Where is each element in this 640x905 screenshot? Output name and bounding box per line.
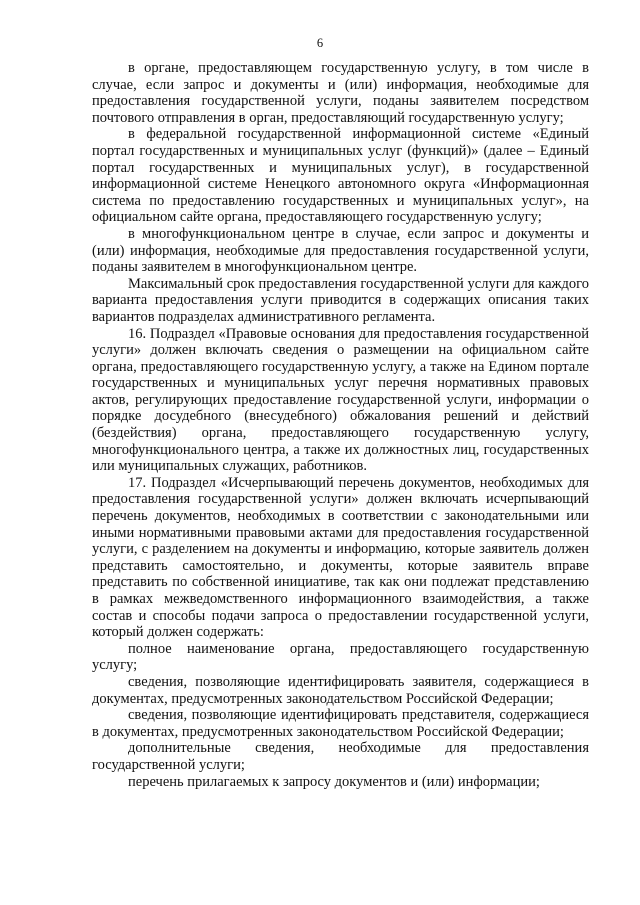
list-item-additional-information: дополнительные сведения, необходимые для предоставления государственной услуги; — [92, 740, 589, 773]
paragraph-section-17: 17. Подраздел «Исчерпывающий перечень документов, необходимых для предоставления государственной услуги» должен включать исчерпывающий перечень документов, необходимых в соответствии с законодательными или иными нормативными правовыми актами для предоставления государственной услуги, с разделением на документы и информацию, которые заявитель должен представить самостоятельно, и документы, которые заявитель вправе представить по собственной инициативе, так как они подлежат представлению в рамках межведомственного информационного взаимодействия, а также состав и способы подачи запроса о предоставлении государственной услуги, который должен содержать: — [92, 474, 589, 641]
list-item-authority-name: полное наименование органа, предоставляющего государственную услугу; — [92, 640, 589, 674]
list-item-attached-documents: перечень прилагаемых к запросу документов и (или) информации; — [128, 773, 540, 790]
page-number: 6 — [316, 36, 324, 50]
list-item-applicant-identification: сведения, позволяющие идентифицировать заявителя, содержащиеся в документах, предусмотренных законодательством Российской Федерации; — [92, 673, 589, 707]
paragraph-submission-in-authority: в органе, предоставляющем государственную услугу, в том числе в случае, если запрос и документы и (или) информация, необходимые для предоставления государственной услуги, поданы заявителем посредством почтового отправления в орган, предоставляющий государственную услугу; — [92, 60, 589, 126]
list-item-representative-identification: сведения, позволяющие идентифицировать представителя, содержащиеся в документах, предусмотренных законодательством Российской Федерации; — [92, 707, 589, 740]
paragraph-section-16: 16. Подраздел «Правовые основания для предоставления государственной услуги» должен включать сведения о размещении на официальном сайте органа, предоставляющего государственную услугу, а также на Едином портале государственных и муниципальных услуг перечня нормативных правовых актов, регулирующих предоставление государственной услуги, информации о порядке досудебного (внесудебного) обжалования решений и действий (бездействия) органа, предоставляющего государственную услугу, многофункционального центра, а также их должностных лиц, государственных или муниципальных служащих, работников. — [92, 325, 589, 475]
paragraph-multifunctional-center: в многофункциональном центре в случае, если запрос и документы и (или) информация, необходимые для предоставления государственной услуги, поданы заявителем в многофункциональном центре. — [92, 225, 589, 276]
paragraph-maximum-term: Максимальный срок предоставления государственной услуги для каждого варианта предоставления услуги приводится в содержащих описания таких вариантов подразделах административного регламента. — [92, 275, 589, 325]
paragraph-unified-portal: в федеральной государственной информационной системе «Единый портал государственных и муниципальных услуг (функций)» (далее – Единый портал государственных и муниципальных услуг), в государственной информационной системе Ненецкого автономного округа «Информационная система по предоставлению государственных и муниципальных услуг», на официальном сайте органа, предоставляющего государственную услугу; — [92, 126, 589, 226]
document-body — [92, 60, 589, 790]
